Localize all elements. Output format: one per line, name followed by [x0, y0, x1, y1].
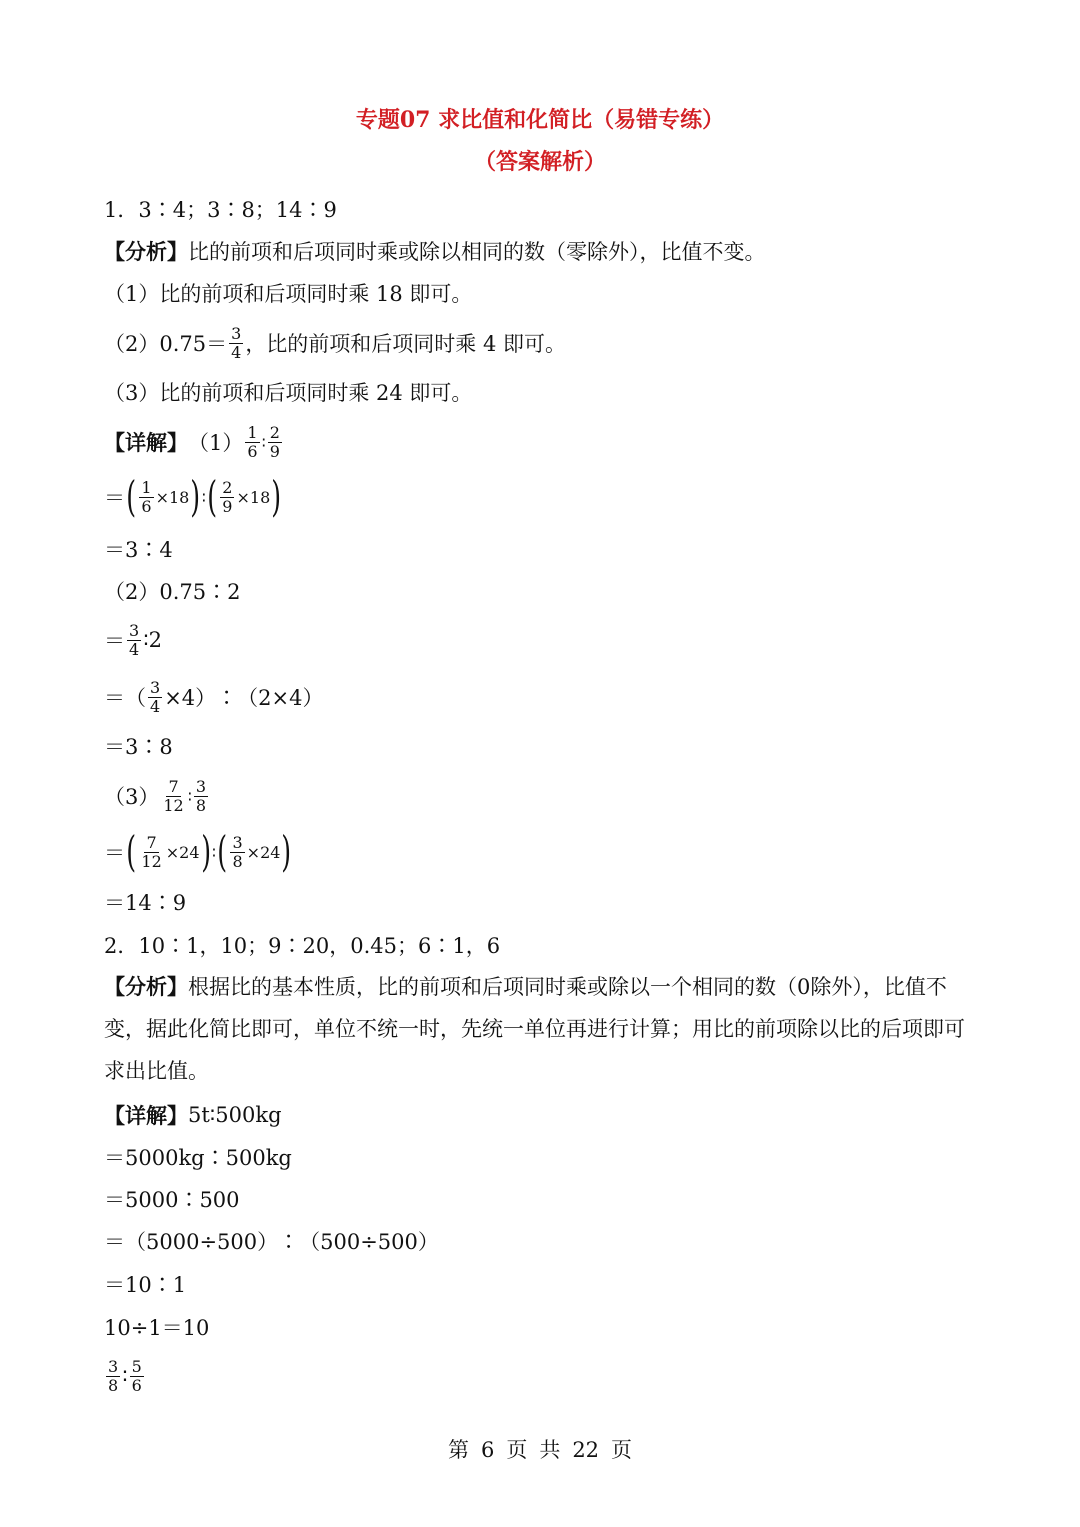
page-total: 22: [572, 1438, 600, 1462]
q1-detail-1: 【详解】 （1） $\frac{1}{6}$ ∶ $\frac{2}{9}$: [104, 422, 280, 461]
q2-detail-1: 【详解】 5t∶500kg: [104, 1093, 282, 1137]
fraction-3-4: $\frac{3}{4}$: [231, 323, 242, 362]
q1-detail-2: （2）0.75∶2: [104, 580, 241, 604]
q1-detail-3: （3） $\frac{7}{12}$ ∶ $\frac{3}{8}$: [104, 776, 207, 815]
page-title: 专题07 求比值和化简比（易错专练）: [355, 107, 725, 133]
q2-detail-2: ＝5000kg∶500kg: [104, 1146, 292, 1170]
page-number: 6: [480, 1438, 495, 1462]
q2-detail-5: ＝10∶1: [104, 1273, 187, 1297]
q1-answer: 1．3∶4；3∶8；14∶9: [104, 198, 337, 222]
q2-detail-4: ＝（5000÷500）∶（500÷500）: [104, 1230, 439, 1254]
q1-analysis: [104, 229, 766, 273]
analysis-text: 根据比的基本性质，比的前项和后项同时乘或除以一个相同的数（0除外），比值不变，据此化简比即可，单位不统一时，先统一单位再进行计算；用比的前项除以比的后项即可求出比值。: [104, 975, 965, 1083]
detail-tag: 【详解】: [104, 430, 188, 455]
q1-step2: [104, 321, 566, 365]
q1-detail-2-step1: ＝ $\frac{3}{4}$ ∶2: [104, 620, 163, 659]
q2-detail-6: 10÷1＝10: [104, 1316, 210, 1340]
q1-step3: （3）比的前项和后项同时乘 24 即可。: [104, 381, 473, 405]
q2-answer: 2．10∶1，10；9∶20，0.45；6∶1，6: [104, 934, 501, 958]
analysis-tag: 【分析】: [104, 974, 188, 999]
q1-result-2: ＝3∶8: [104, 735, 173, 759]
page-subtitle: （答案解析）: [473, 149, 606, 175]
q1-step1: （1）比的前项和后项同时乘 18 即可。: [104, 282, 473, 306]
q2-detail-7: $\frac{3}{8}$ ∶ $\frac{5}{6}$: [108, 1356, 142, 1395]
q2-analysis: [104, 966, 984, 1092]
step2-post: ，比的前项和后项同时乘 4 即可。: [245, 332, 567, 356]
q1-detail-2-step2: ＝（ $\frac{3}{4}$ ×4）∶（2×4）: [104, 677, 324, 716]
q1-result-3: ＝14∶9: [104, 891, 187, 915]
q1-detail-3-step: ＝ ( $\frac{7}{12}$ ×24 ) ∶ ( $\frac{3}{8}$ ×24 ): [104, 827, 292, 876]
step2-pre: （2）0.75＝: [104, 332, 228, 356]
analysis-text: 比的前项和后项同时乘或除以相同的数（零除外），比值不变。: [188, 240, 766, 264]
q2-detail-3: ＝5000∶500: [104, 1188, 240, 1212]
page-footer: 第 6 页 共 22 页: [447, 1438, 633, 1462]
q1-detail-1-step: ＝ ( $\frac{1}{6}$ ×18 ) ∶ ( $\frac{2}{9}$ ×18 ): [104, 472, 282, 521]
q1-result-1: ＝3∶4: [104, 538, 173, 562]
detail-tag: 【详解】: [104, 1103, 188, 1128]
analysis-tag: 【分析】: [104, 239, 188, 264]
